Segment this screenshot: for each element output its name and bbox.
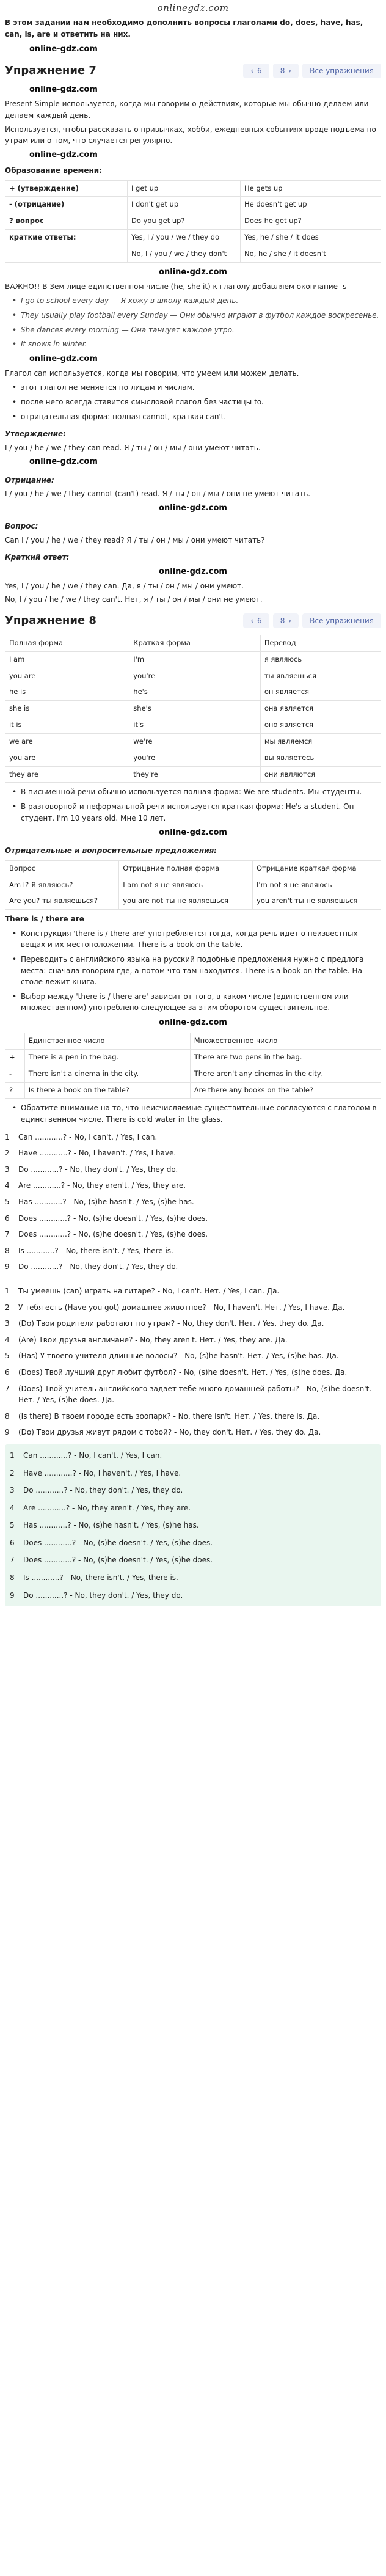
list-item: • В разговорной и неформальной речи используется краткая форма: He's a student. Он студент. I'm 10 years old. Мне 10 лет. — [10, 801, 381, 824]
table-cell: she is — [5, 701, 129, 717]
list-item — [5, 1226, 381, 1243]
list-item — [10, 1499, 376, 1517]
list-item: • В письменной речи обычно используется полная форма: We are students. Мы студенты. — [10, 786, 381, 798]
form-i: No, I / you / we / they don't — [128, 246, 241, 262]
list-item — [10, 1517, 376, 1534]
item-number: 8 — [10, 1573, 15, 1583]
list-item — [5, 1194, 381, 1210]
list-item — [5, 1381, 381, 1408]
list-item — [5, 1348, 381, 1364]
exercise-list — [5, 1129, 381, 1275]
item-text: (Are) Твои друзья англичане? - No, they aren't. Нет. / Yes, they are. Да. — [18, 1335, 288, 1344]
list-item — [10, 1447, 376, 1465]
item-number: 9 — [10, 1590, 15, 1600]
table-cell: they're — [129, 766, 261, 783]
form-kind: ? вопрос — [5, 213, 128, 230]
item-number: 2 — [5, 1149, 10, 1158]
exercise-8-nav — [5, 610, 381, 631]
watermark: online-gdz.com — [29, 150, 98, 159]
form-kind — [5, 246, 128, 262]
next-exercise-button[interactable] — [273, 613, 299, 628]
form-he: Does he get up? — [241, 213, 381, 230]
table-row — [5, 750, 381, 766]
table-cell: вы являетесь — [260, 750, 381, 766]
item-text: Is ............? - No, there isn't. / Yes, there is. — [18, 1246, 173, 1255]
list-item: • Переводить с английского языка на русский подобные предложения нужно с предлога места: сначала говорим где, а потом что там находится. There is a book on the table. На столе лежит книга. — [10, 954, 381, 988]
form-i: Do you get up? — [128, 213, 241, 230]
table-row — [5, 1066, 381, 1082]
table-cell: he's — [129, 684, 261, 701]
table-cell: There are two pens in the bag. — [190, 1050, 381, 1066]
item-number: 4 — [5, 1335, 10, 1344]
there-table — [5, 1033, 381, 1099]
table-header: Вопрос — [5, 860, 119, 877]
next-exercise-button[interactable] — [273, 64, 299, 78]
table-cell: I'm — [129, 651, 261, 668]
item-text: Ты умеешь (can) играть на гитаре? - No, I can't. Нет. / Yes, I can. Да. — [18, 1286, 280, 1295]
table-header: Единственное число — [24, 1033, 190, 1050]
there-note: • Обратите внимание на то, что неисчисляемые существительные согласуются с глаголом в единственном числе. There is cold water in the glass. — [10, 1102, 381, 1125]
item-text: Does ............? - No, (s)he doesn't. / Yes, (s)he does. — [18, 1213, 208, 1223]
item-text: У тебя есть (Have you got) домашнее животное? - No, I haven't. Нет. / Yes, I have. Да. — [18, 1303, 345, 1312]
prev-exercise-label: 6 — [257, 67, 262, 76]
table-cell: we are — [5, 733, 129, 750]
table-cell: it is — [5, 717, 129, 734]
item-number: 6 — [5, 1367, 10, 1377]
translated-list — [5, 1283, 381, 1441]
can-neg: I / you / he / we / they cannot (can't) read. Я / ты / он / мы / они не умеют читать. — [5, 489, 311, 499]
form-kind: + (утверждение) — [5, 180, 128, 197]
watermark: online-gdz.com — [159, 503, 227, 513]
form-he: Yes, he / she / it does — [241, 230, 381, 246]
table-cell: Is there a book on the table? — [24, 1082, 190, 1099]
form-kind: - (отрицание) — [5, 197, 128, 213]
there-note-list — [10, 1102, 381, 1125]
list-item: • She dances every morning — Она танцует каждое утро. — [10, 324, 381, 336]
table-cell: you aren't ты не являешься — [253, 893, 381, 910]
table-cell: + — [5, 1050, 25, 1066]
table-row — [5, 766, 381, 783]
item-number: 3 — [10, 1486, 15, 1495]
item-number: 2 — [10, 1468, 15, 1477]
list-item — [5, 1332, 381, 1348]
item-text: Are ............? - No, they aren't. / Yes, they are. — [23, 1503, 191, 1512]
table-cell: you're — [129, 750, 261, 766]
item-number: 1 — [5, 1286, 10, 1295]
watermark: online-gdz.com — [29, 457, 98, 467]
list-item: • после него всегда ставится смысловой глагол без частицы to. — [10, 397, 381, 408]
table-cell: you're — [129, 668, 261, 684]
neg-q-table — [5, 860, 381, 910]
item-text: Have ............? - No, I haven't. / Yes, I have. — [23, 1468, 181, 1477]
table-cell: it's — [129, 717, 261, 734]
table-cell: она является — [260, 701, 381, 717]
can-q: Can I / you / he / we / they read? Я / ты / он / мы / они умеют читать? — [5, 535, 265, 544]
item-number: 4 — [5, 1181, 10, 1190]
item-text: Do ............? - No, they don't. / Yes, they do. — [18, 1262, 178, 1272]
table-cell: Are there any books on the table? — [190, 1082, 381, 1099]
table-cell: There isn't a cinema in the city. — [24, 1066, 190, 1082]
can-short-yes: Yes, I / you / he / we / they can. Да, я / ты / он / мы / они умеют. — [5, 581, 244, 590]
item-text: Can ............? - No, I can't. / Yes, I can. — [18, 1132, 158, 1141]
present-simple-table — [5, 180, 381, 263]
item-text: Does ............? - No, (s)he doesn't. / Yes, (s)he does. — [18, 1230, 208, 1239]
table-row — [5, 230, 381, 246]
form-he: He doesn't get up — [241, 197, 381, 213]
item-text: (Has) У твоего учителя длинные волосы? - No, (s)he hasn't. Нет. / Yes, (s)he has. Да. — [18, 1352, 339, 1361]
list-item: • этот глагол не меняется по лицам и числам. — [10, 382, 381, 393]
list-item — [5, 1283, 381, 1300]
prev-exercise-button[interactable] — [243, 64, 269, 78]
can-short-no: No, I / you / he / we / they can't. Нет, я / ты / он / мы / они не умеют. — [5, 595, 263, 604]
next-exercise-label: 8 — [280, 67, 285, 76]
list-item — [10, 1482, 376, 1499]
table-header: Перевод — [260, 635, 381, 652]
table-row — [5, 1050, 381, 1066]
item-text: (Does) Твой учитель английского задает тебе много домашней работы? - No, (s)he doesn't. Нет. / Yes, (s)he does. Да. — [18, 1384, 372, 1405]
site-header — [5, 0, 381, 13]
item-text: (Do) Твои друзья живут рядом с тобой? - No, they don't. Нет. / Yes, they do. Да. — [18, 1428, 321, 1437]
item-number: 8 — [5, 1246, 10, 1255]
table-row — [5, 877, 381, 893]
table-row — [5, 893, 381, 910]
form-i: I don't get up — [128, 197, 241, 213]
form-kind: краткие ответы: — [5, 230, 128, 246]
all-exercises-button[interactable]: Все упражнения — [302, 613, 381, 628]
table-row — [5, 180, 381, 197]
table-header: Множественное число — [190, 1033, 381, 1050]
list-item — [5, 1315, 381, 1332]
form-he: He gets up — [241, 180, 381, 197]
watermark: online-gdz.com — [29, 85, 98, 95]
list-item — [5, 1129, 381, 1146]
list-item — [5, 1210, 381, 1227]
table-cell: we're — [129, 733, 261, 750]
table-cell: они являются — [260, 766, 381, 783]
list-item — [10, 1569, 376, 1587]
table-cell: you are not ты не являешься — [119, 893, 253, 910]
list-item — [10, 1551, 376, 1569]
chevron-left-icon: ‹ — [250, 616, 254, 625]
chevron-right-icon: › — [288, 67, 292, 76]
table-row — [5, 733, 381, 750]
can-neg-title: Отрицание: — [5, 475, 54, 485]
table-cell: I'm not я не являюсь — [253, 877, 381, 893]
table-row — [5, 197, 381, 213]
item-text: Does ............? - No, (s)he doesn't. / Yes, (s)he does. — [23, 1538, 213, 1547]
list-item: • отрицательная форма: полная cannot, краткая can't. — [10, 411, 381, 423]
list-item — [5, 1408, 381, 1425]
table-cell: he is — [5, 684, 129, 701]
item-number: 1 — [5, 1132, 10, 1141]
exercise-7-title: Упражнение 7 — [5, 64, 96, 78]
item-text: Can ............? - No, I can't. / Yes, I can. — [23, 1451, 162, 1460]
table-row — [5, 701, 381, 717]
table-row — [5, 1082, 381, 1099]
exercise-7-nav — [5, 60, 381, 81]
table-row — [5, 651, 381, 668]
item-number: 3 — [5, 1165, 10, 1174]
item-number: 1 — [10, 1451, 15, 1460]
item-number: 2 — [5, 1303, 10, 1312]
list-item — [5, 1145, 381, 1162]
prev-exercise-label: 6 — [257, 616, 262, 625]
item-text: Has ............? - No, (s)he hasn't. / Yes, (s)he has. — [23, 1521, 199, 1530]
item-number: 4 — [10, 1503, 15, 1512]
table-header: Краткая форма — [129, 635, 261, 652]
to-be-table — [5, 635, 381, 783]
table-cell: I am — [5, 651, 129, 668]
item-number: 9 — [5, 1262, 10, 1272]
table-header: Отрицание полная форма — [119, 860, 253, 877]
item-number: 6 — [10, 1538, 15, 1547]
to-be-notes — [10, 786, 381, 824]
list-item — [5, 1177, 381, 1194]
table-cell: they are — [5, 766, 129, 783]
table-row — [5, 246, 381, 262]
list-item: • Выбор между 'there is / there are' зависит от того, в каком числе (единственном или множественном) употреблено следующее за этим оборотом существительное. — [10, 991, 381, 1014]
item-number: 8 — [5, 1411, 10, 1421]
list-item: • Конструкция 'there is / there are' употребляется тогда, когда речь идет о неизвестных вещах и их местоположении. There is a book on the table. — [10, 928, 381, 951]
can-q-title: Вопрос: — [5, 521, 38, 530]
table-cell: There is a pen in the bag. — [24, 1050, 190, 1066]
table-cell: оно является — [260, 717, 381, 734]
can-affirm: I / you / he / we / they can read. Я / ты / он / мы / они умеют читать. — [5, 443, 261, 452]
present-simple-examples — [10, 295, 381, 349]
list-item: • It snows in winter. — [10, 338, 381, 350]
all-exercises-button[interactable]: Все упражнения — [302, 64, 381, 78]
answers-list — [5, 1444, 381, 1606]
prev-exercise-button[interactable] — [243, 613, 269, 628]
table-row — [5, 668, 381, 684]
form-i: Yes, I / you / we / they do — [128, 230, 241, 246]
item-text: (Does) Твой лучший друг любит футбол? - No, (s)he doesn't. Нет. / Yes, (s)he does. Да. — [18, 1367, 348, 1377]
item-text: (Do) Твои родители работают по утрам? - No, they don't. Нет. / Yes, they do. Да. — [18, 1319, 324, 1328]
watermark: online-gdz.com — [29, 45, 98, 54]
item-text: Do ............? - No, they don't. / Yes, they do. — [23, 1590, 183, 1600]
table-header — [5, 1033, 25, 1050]
item-number: 7 — [10, 1556, 15, 1565]
table-cell: мы являемся — [260, 733, 381, 750]
item-text: Does ............? - No, (s)he doesn't. / Yes, (s)he does. — [23, 1556, 213, 1565]
item-number: 5 — [5, 1352, 10, 1361]
present-simple-p2: Используется, чтобы рассказать о привычках, хобби, ежедневных событиях вроде подъема по утрам или о том, что случается регулярно. — [5, 125, 376, 145]
item-number: 5 — [5, 1198, 10, 1206]
item-text: Are ............? - No, they aren't. / Yes, they are. — [18, 1181, 186, 1190]
table-cell: There aren't any cinemas in the city. — [190, 1066, 381, 1082]
table-cell: Are you? ты являешься? — [5, 893, 119, 910]
list-item — [10, 1465, 376, 1482]
item-text: Have ............? - No, I haven't. / Yes, I have. — [18, 1149, 177, 1158]
item-number: 7 — [5, 1230, 10, 1239]
watermark: online-gdz.com — [159, 1018, 227, 1028]
list-item: • They usually play football every Sunday — Они обычно играют в футбол каждое воскресенье. — [10, 310, 381, 321]
item-number: 3 — [5, 1319, 10, 1328]
list-item — [5, 1424, 381, 1441]
table-cell: ? — [5, 1082, 25, 1099]
formation-title: Образование времени: — [5, 166, 102, 175]
exercise-8-title: Упражнение 8 — [5, 614, 96, 628]
table-row — [5, 213, 381, 230]
list-item — [5, 1162, 381, 1178]
form-i: I get up — [128, 180, 241, 197]
table-cell: - — [5, 1066, 25, 1082]
item-text: Do ............? - No, they don't. / Yes, they do. — [23, 1486, 183, 1495]
site-logo[interactable]: onlinegdz.com — [157, 2, 229, 13]
table-cell: you are — [5, 750, 129, 766]
list-item: • I go to school every day — Я хожу в школу каждый день. — [10, 295, 381, 307]
table-row — [5, 717, 381, 734]
can-affirm-title: Утверждение: — [5, 430, 66, 439]
can-rules — [10, 382, 381, 422]
list-item — [5, 1243, 381, 1259]
task-intro: В этом задании нам необходимо дополнить вопросы глаголами do, does, have, has, can, is, are и ответить на них. — [5, 18, 363, 38]
table-header: Отрицание краткая форма — [253, 860, 381, 877]
table-cell: she's — [129, 701, 261, 717]
table-cell: Am I? Я являюсь? — [5, 877, 119, 893]
table-cell: you are — [5, 668, 129, 684]
list-item — [5, 1364, 381, 1381]
watermark: online-gdz.com — [159, 566, 227, 576]
table-cell: он является — [260, 684, 381, 701]
item-text: (Is there) В твоем городе есть зоопарк? - No, there isn't. Нет. / Yes, there is. Да. — [18, 1411, 320, 1421]
table-header: Полная форма — [5, 635, 129, 652]
item-text: Do ............? - No, they don't. / Yes, they do. — [18, 1165, 178, 1174]
watermark: online-gdz.com — [29, 354, 98, 364]
table-row — [5, 684, 381, 701]
there-rules — [10, 928, 381, 1014]
list-item — [10, 1534, 376, 1552]
next-exercise-label: 8 — [280, 616, 285, 625]
list-item — [5, 1259, 381, 1275]
item-text: Is ............? - No, there isn't. / Yes, there is. — [23, 1573, 178, 1583]
chevron-right-icon: › — [288, 616, 292, 625]
list-item — [5, 1300, 381, 1316]
list-item — [10, 1587, 376, 1605]
table-cell: ты являешься — [260, 668, 381, 684]
form-he: No, he / she / it doesn't — [241, 246, 381, 262]
item-number: 5 — [10, 1521, 15, 1530]
item-number: 6 — [5, 1213, 10, 1223]
there-title: There is / there are — [5, 915, 84, 924]
item-number: 7 — [5, 1384, 10, 1393]
can-intro: Глагол can используется, когда мы говорим, что умеем или можем делать. — [5, 368, 299, 378]
chevron-left-icon: ‹ — [250, 67, 254, 76]
present-simple-p1: Present Simple используется, когда мы говорим о действиях, которые мы обычно делаем или делаем каждый день. — [5, 100, 369, 120]
item-text: Has ............? - No, (s)he hasn't. / Yes, (s)he has. — [18, 1198, 194, 1206]
can-short-title: Краткий ответ: — [5, 553, 70, 562]
table-cell: я являюсь — [260, 651, 381, 668]
table-cell: I am not я не являюсь — [119, 877, 253, 893]
watermark: online-gdz.com — [159, 267, 227, 277]
item-number: 9 — [5, 1428, 10, 1437]
neg-q-title: Отрицательные и вопросительные предложения: — [5, 846, 217, 855]
important-note: ВАЖНО!! В 3ем лице единственном числе (he, she it) к глаголу добавляем окончание -s — [5, 282, 347, 291]
watermark: online-gdz.com — [159, 828, 227, 838]
